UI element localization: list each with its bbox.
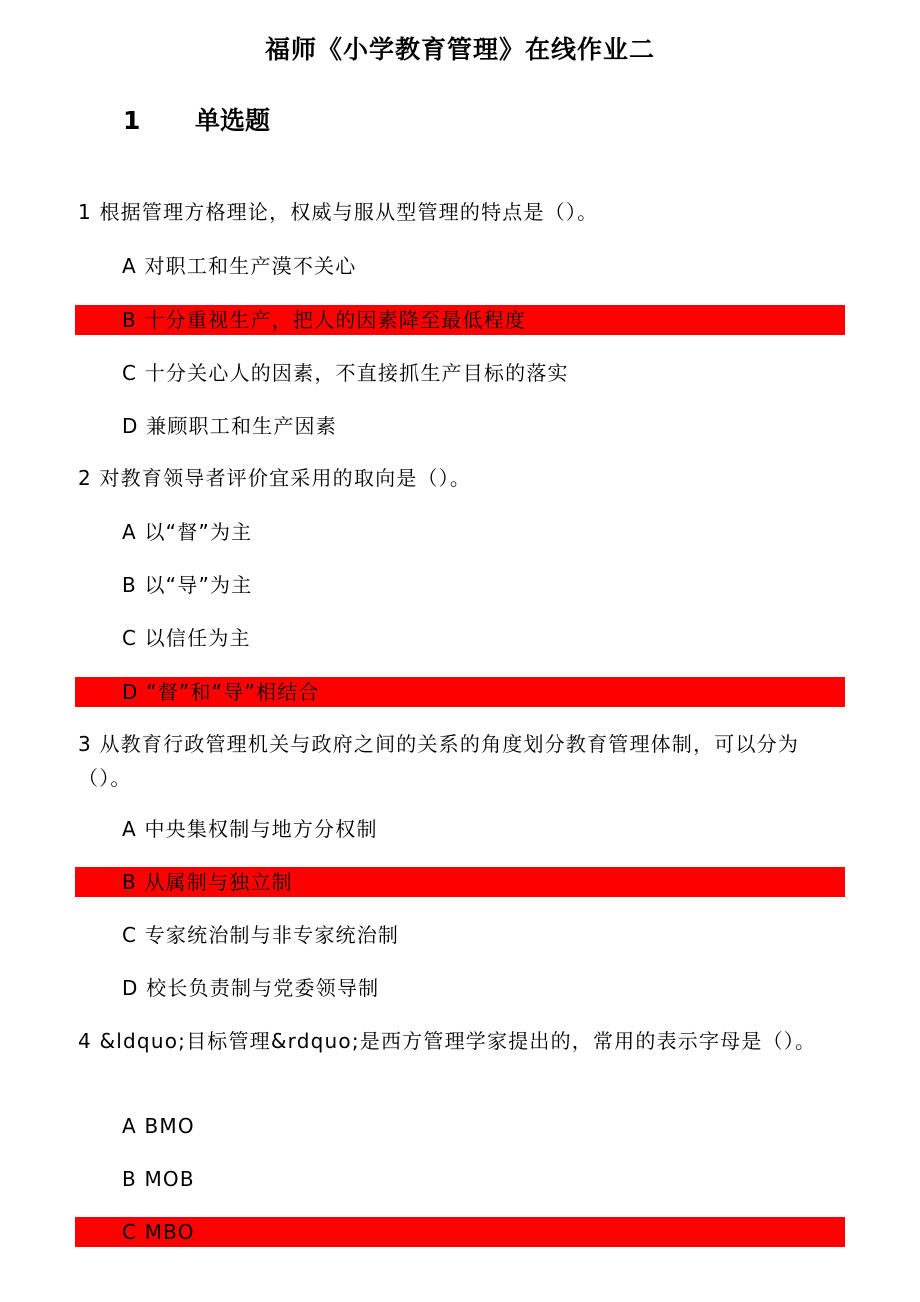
section-label: 单选题 bbox=[195, 106, 271, 135]
question-stem: 4 &ldquo;目标管理&rdquo;是西方管理学家提出的，常用的表示字母是（）。 bbox=[78, 1029, 817, 1053]
option-c: C 专家统治制与非专家统治制 bbox=[122, 923, 400, 947]
option-d: D “督”和“导”相结合 bbox=[122, 680, 320, 704]
section-number: 1 bbox=[123, 106, 141, 135]
option-d: D 校长负责制与党委领导制 bbox=[122, 976, 380, 1000]
option-b: B 从属制与独立制 bbox=[122, 870, 293, 894]
question-stem: 1 根据管理方格理论，权威与服从型管理的特点是（）。 bbox=[78, 200, 599, 224]
option-c: C 十分关心人的因素，不直接抓生产目标的落实 bbox=[122, 361, 569, 385]
option-d: D 兼顾职工和生产因素 bbox=[122, 414, 337, 438]
option-a: A BMO bbox=[122, 1114, 195, 1138]
option-a: A 中央集权制与地方分权制 bbox=[122, 817, 378, 841]
option-b: B MOB bbox=[122, 1167, 195, 1191]
section-heading bbox=[123, 103, 270, 139]
question-stem: 2 对教育领导者评价宜采用的取向是（）。 bbox=[78, 466, 472, 490]
option-a: A 以“督”为主 bbox=[122, 520, 253, 544]
document-title: 福师《小学教育管理》在线作业二 bbox=[264, 35, 655, 64]
question-stem: 3 从教育行政管理机关与政府之间的关系的角度划分教育管理体制，可以分为（）。 bbox=[78, 732, 800, 790]
option-c: C 以信任为主 bbox=[122, 626, 251, 650]
option-b: B 十分重视生产，把人的因素降至最低程度 bbox=[122, 308, 527, 332]
option-b: B 以“导”为主 bbox=[122, 573, 253, 597]
option-a: A 对职工和生产漠不关心 bbox=[122, 254, 357, 278]
option-c: C MBO bbox=[122, 1220, 195, 1244]
